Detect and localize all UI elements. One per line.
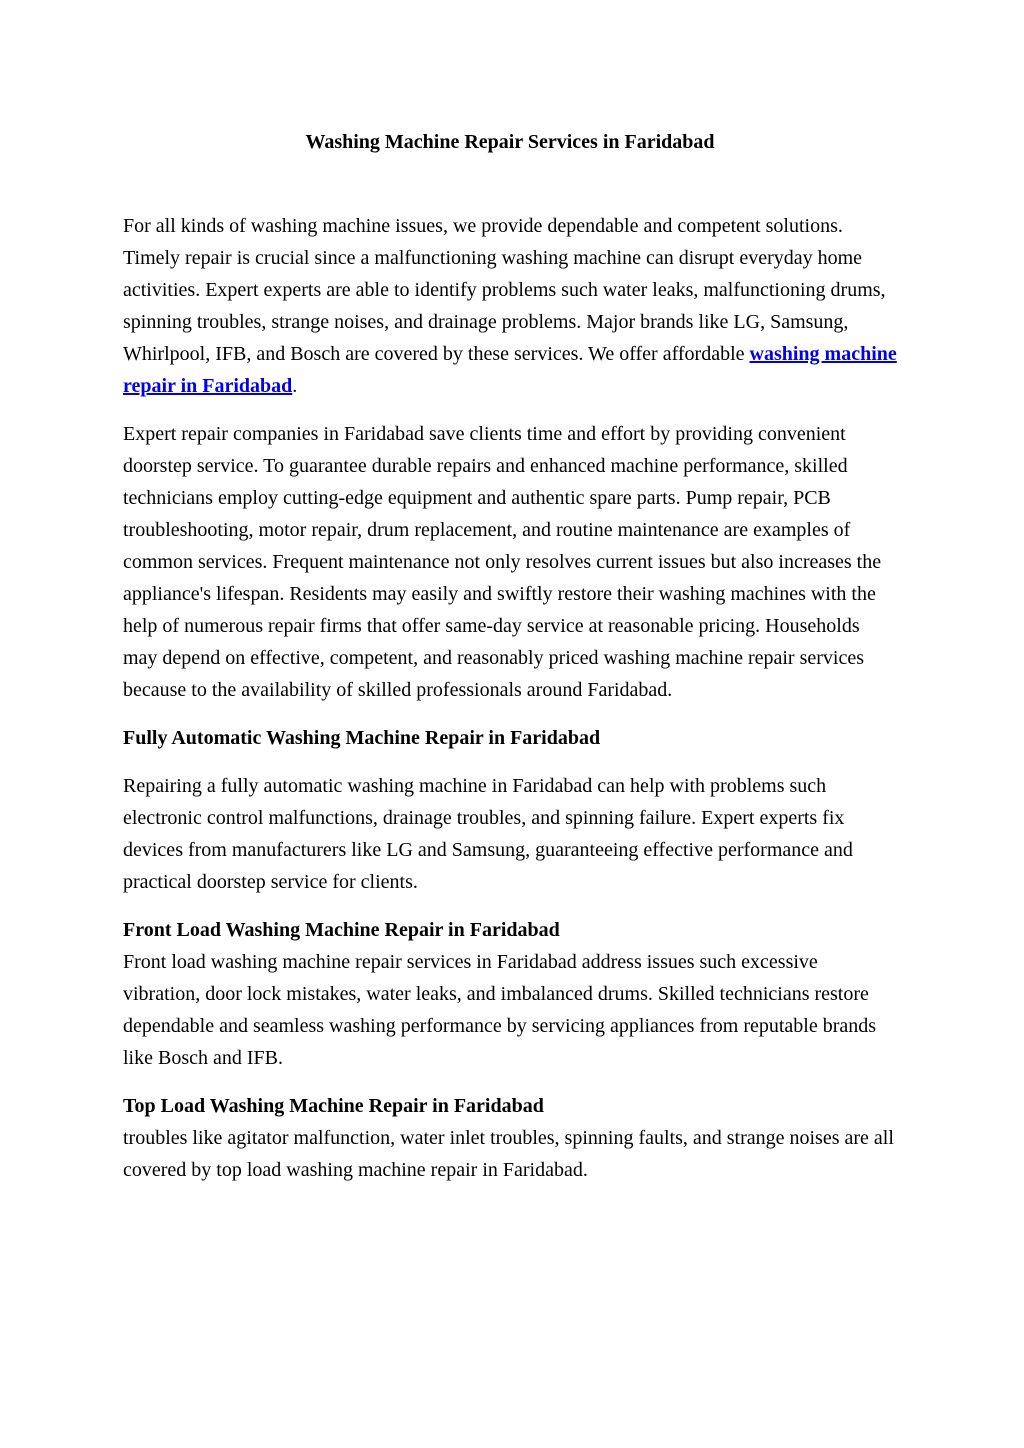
section-top-load: [123, 1090, 897, 1186]
section-body-top-load: troubles like agitator malfunction, water inlet troubles, spinning faults, and strange noises are all covered by top load washing machine repair in Faridabad.: [123, 1127, 894, 1181]
section-heading-front-load: Front Load Washing Machine Repair in Faridabad: [123, 919, 560, 941]
section-heading-fully-automatic: Fully Automatic Washing Machine Repair in Faridabad: [123, 727, 601, 749]
section-body-fully-automatic: Repairing a fully automatic washing machine in Faridabad can help with problems such electronic control malfunctions, drainage troubles, and spinning failure. Expert experts fix devices from manufacturers like LG and Samsung, guaranteeing effective performance and practical doorstep service for clients.: [123, 775, 853, 893]
intro-text-after-link: .: [292, 375, 298, 397]
page-title: Washing Machine Repair Services in Faridabad: [305, 131, 715, 153]
section-front-load: [123, 914, 897, 1074]
intro-paragraph: [123, 210, 897, 402]
section-heading-top-load: Top Load Washing Machine Repair in Faridabad: [123, 1095, 544, 1117]
intro-text-before-link: For all kinds of washing machine issues, we provide dependable and competent solutions. Timely repair is crucial since a malfunctioning washing machine can disrupt everyday home activities. Expert experts are able to identify problems such water leaks, malfunctioning drums, spinning troubles, strange noises, and drainage problems. Major brands like LG, Samsung, Whirlpool, IFB, and Bosch are covered by these services. We offer affordable: [123, 215, 886, 365]
section-body-front-load: Front load washing machine repair services in Faridabad address issues such excessive vibration, door lock mistakes, water leaks, and imbalanced drums. Skilled technicians restore dependable and seamless washing performance by servicing appliances from reputable brands like Bosch and IFB.: [123, 951, 877, 1069]
washing-machine-repair-link[interactable]: washing machine repair in Faridabad: [123, 343, 897, 397]
overview-paragraph: Expert repair companies in Faridabad save clients time and effort by providing convenient doorstep service. To guarantee durable repairs and enhanced machine performance, skilled technicians employ cutting-edge equipment and authentic spare parts. Pump repair, PCB troubleshooting, motor repair, drum replacement, and routine maintenance are examples of common services. Frequent maintenance not only resolves current issues but also increases the appliance's lifespan. Residents may easily and swiftly restore their washing machines with the help of numerous repair firms that offer same-day service at reasonable pricing. Households may depend on effective, competent, and reasonably priced washing machine repair services because to the availability of skilled professionals around Faridabad.: [123, 423, 882, 701]
